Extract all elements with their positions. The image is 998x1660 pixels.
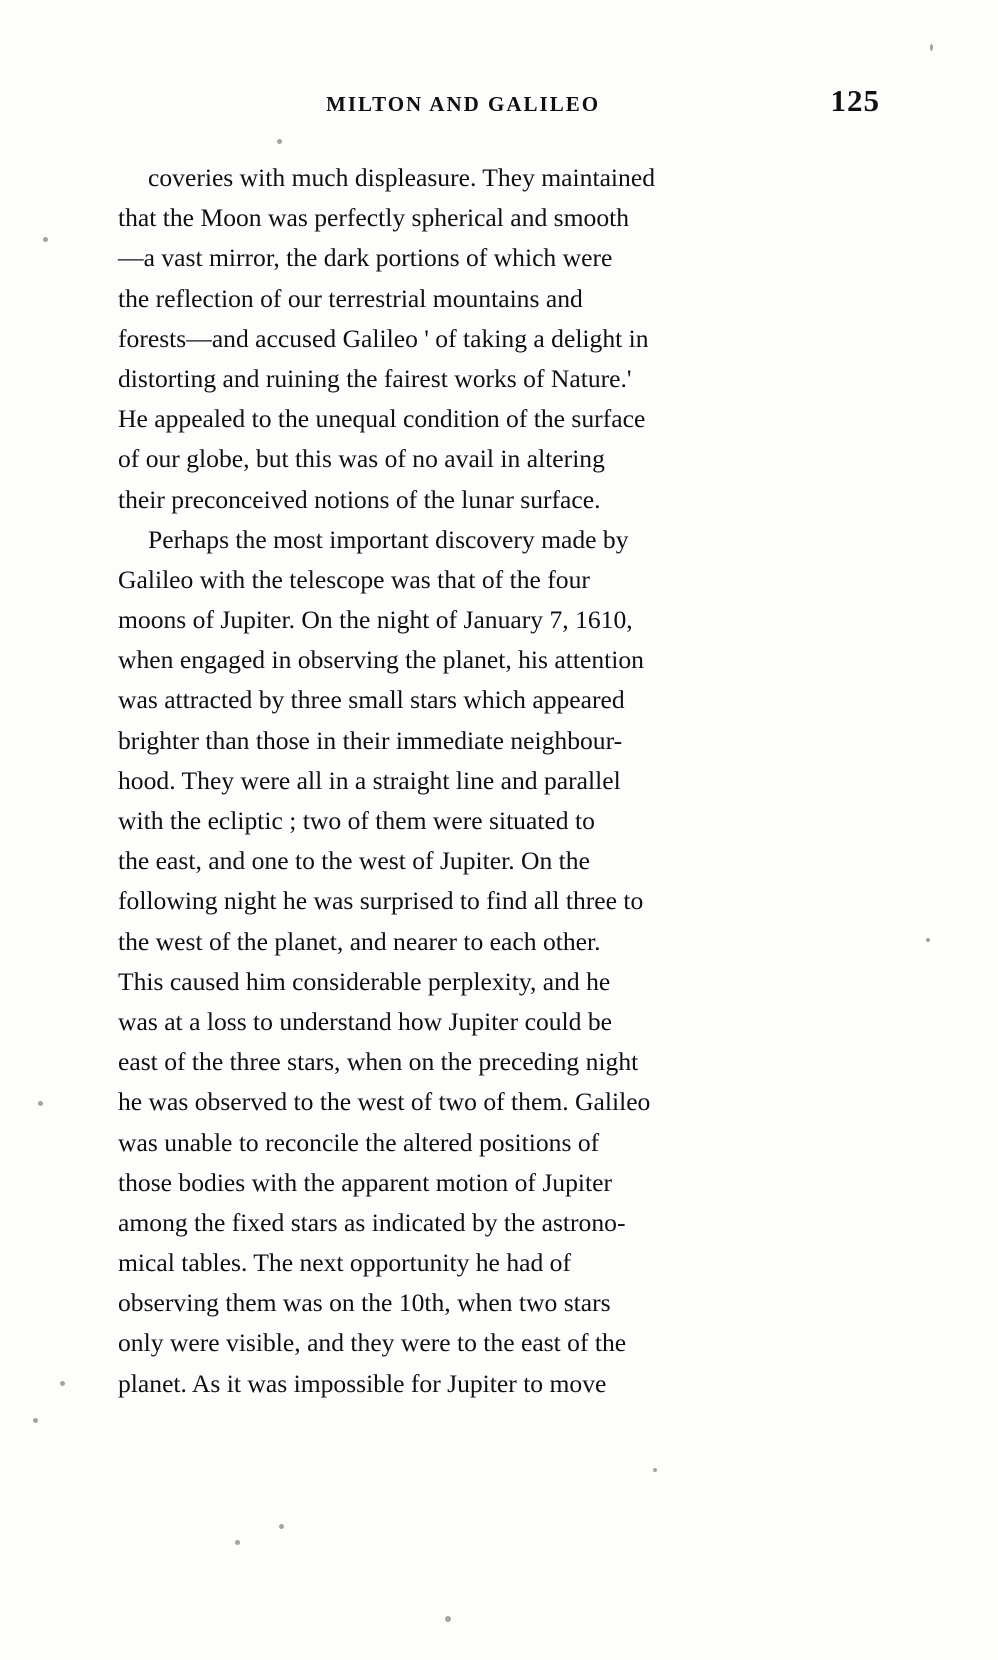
scan-speck — [926, 938, 930, 942]
text-line: following night he was surprised to find all three to — [118, 886, 644, 916]
running-title: MILTON AND GALILEO — [326, 92, 601, 116]
text-line: planet. As it was impossible for Jupiter to move — [118, 1368, 607, 1398]
text-line: he was observed to the west of two of them. Galileo — [118, 1087, 651, 1117]
text-line: those bodies with the apparent motion of Jupiter — [118, 1167, 613, 1197]
text-line: observing them was on the 10th, when two stars — [118, 1288, 611, 1318]
page-header — [118, 83, 880, 126]
scan-speck — [235, 1540, 240, 1545]
text-line: that the Moon was perfectly spherical and smooth — [118, 203, 630, 233]
scan-speck — [43, 237, 48, 242]
text-line: with the ecliptic ; two of them were situated to — [118, 806, 595, 835]
text-line: mical tables. The next opportunity he had of — [118, 1248, 571, 1278]
text-line: of our globe, but this was of no avail in altering — [118, 444, 605, 474]
text-line: moons of Jupiter. On the night of January 7, 1610, — [118, 605, 633, 635]
text-line: Galileo with the telescope was that of the four — [118, 564, 590, 594]
text-line: hood. They were all in a straight line and parallel — [118, 765, 621, 795]
text-line: among the fixed stars as indicated by the astrono- — [118, 1207, 626, 1237]
scan-speck — [277, 139, 282, 144]
text-line: the reflection of our terrestrial mountains and — [118, 283, 583, 313]
text-line: He appealed to the unequal condition of the surface — [118, 404, 646, 434]
text-line: distorting and ruining the fairest works of Nature.' — [118, 363, 632, 393]
text-line: —a vast mirror, the dark portions of which were — [118, 243, 613, 273]
text-line: the west of the planet, and nearer to each other. — [118, 926, 601, 956]
scan-speck — [930, 44, 933, 51]
body-text — [118, 158, 840, 1404]
scan-speck — [38, 1101, 43, 1106]
text-line: the east, and one to the west of Jupiter. On the — [118, 846, 590, 876]
text-line: was attracted by three small stars which appeared — [118, 685, 625, 715]
text-line: their preconceived notions of the lunar surface. — [118, 484, 601, 514]
page-number: 125 — [830, 83, 880, 118]
scan-speck — [60, 1381, 65, 1386]
text-line: forests—and accused Galileo ' of taking a delight in — [118, 323, 649, 353]
text-line: was at a loss to understand how Jupiter could be — [118, 1006, 613, 1036]
scan-speck — [279, 1524, 284, 1529]
scan-speck — [653, 1468, 657, 1472]
text-line: was unable to reconcile the altered positions of — [118, 1127, 600, 1157]
text-line: east of the three stars, when on the preceding night — [118, 1047, 639, 1077]
text-line: Perhaps the most important discovery made by — [148, 524, 629, 554]
scan-speck — [445, 1616, 451, 1622]
text-line: when engaged in observing the planet, his attention — [118, 645, 644, 675]
text-line: This caused him considerable perplexity, and he — [118, 966, 611, 996]
text-line: only were visible, and they were to the east of the — [118, 1328, 627, 1358]
text-line: coveries with much displeasure. They maintained — [148, 163, 655, 192]
text-line: brighter than those in their immediate neighbour- — [118, 725, 623, 755]
scan-speck — [33, 1418, 38, 1423]
